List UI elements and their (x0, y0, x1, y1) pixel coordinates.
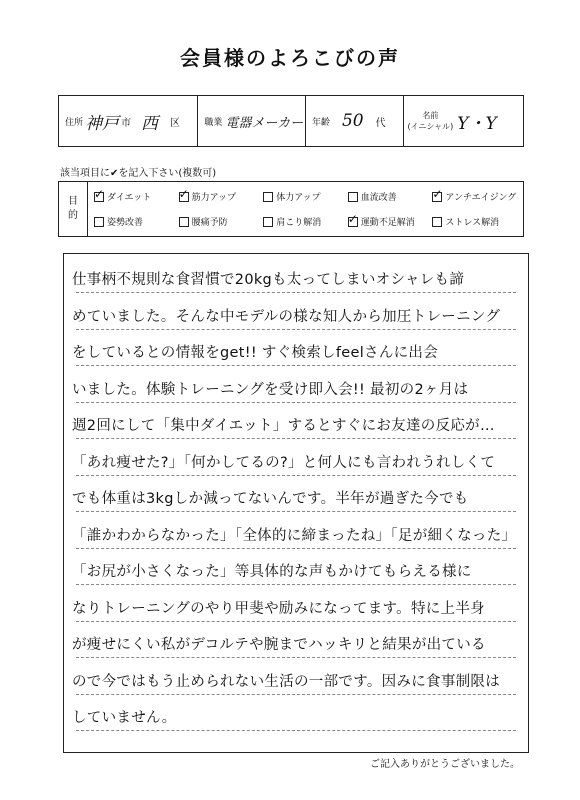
option-stiff-shoulder[interactable]: 肩こり解消 (263, 215, 348, 228)
address-ward-value: 西 (141, 113, 159, 134)
testimonial-line: 仕事柄不規則な食習慣で20kgも太ってしまいオシャレも諦 (72, 272, 465, 288)
checkbox-icon (179, 217, 189, 227)
option-stamina[interactable]: 体力アップ (263, 190, 348, 203)
ruled-line (76, 548, 516, 550)
testimonial-line: めていました。そんな中モデルの様な知人から加圧トレーニング (72, 308, 501, 325)
checkbox-icon (179, 192, 189, 202)
age-unit: 代 (375, 117, 386, 129)
purpose-options (88, 182, 523, 236)
ruled-line (76, 657, 516, 659)
checkbox-icon (348, 192, 358, 202)
ruled-line (76, 730, 516, 732)
name-label: 名前 (422, 111, 439, 120)
ruled-line (76, 292, 516, 294)
testimonial-line: 「誰かわからなかった」「全体的に締まったね」「足が細くなった」 (72, 527, 517, 544)
job-label: 職業 (204, 117, 223, 128)
testimonial-line: 「あれ痩せた?」「何かしてるの?」と何人にも言われうれしくて (72, 454, 496, 471)
checkbox-icon (348, 217, 358, 227)
checkbox-icon (94, 217, 104, 227)
job-value: 電器メーカー (225, 115, 304, 131)
ruled-line (76, 621, 516, 623)
age-cell (306, 96, 404, 146)
address-cell (59, 96, 198, 146)
testimonial-line: をしているとの情報をget!! すぐ検索しfeelさんに出会 (72, 345, 439, 361)
name-sub-label: (イニシャル) (407, 122, 454, 131)
testimonial-line: していません。 (72, 710, 177, 726)
testimonial-line: が痩せにくい私がデコルテや腕までハッキリと結果が出ている (72, 637, 486, 653)
info-table (58, 95, 524, 147)
testimonial-line: 「お尻が小さくなった」等具体的な声もかけてもらえる様に (72, 564, 472, 580)
option-exercise[interactable]: ✓ 運動不足解消 (348, 215, 433, 228)
name-cell (404, 96, 523, 146)
thanks-text: ご記入ありがとうございました。 (370, 759, 520, 770)
checkbox-icon (432, 217, 442, 227)
address-label: 住所 (65, 117, 84, 128)
option-back-pain[interactable]: 腰痛予防 (179, 215, 264, 228)
purpose-label: 目 的 (59, 182, 88, 236)
testimonial-line: ので今ではもう止められない生活の一部です。因みに食事制限は (72, 673, 501, 690)
checkbox-icon (263, 192, 273, 202)
option-anti-aging[interactable]: ✓ アンチエイジング (432, 190, 517, 203)
checkbox-icon (432, 192, 442, 202)
ruled-line (76, 694, 516, 696)
ruled-line (76, 584, 516, 586)
testimonial-line: なりトレーニングのやり甲斐や励みになってます。特に上半身 (72, 600, 485, 617)
name-label-group (408, 110, 454, 132)
testimonial-box (63, 253, 529, 753)
purpose-table (58, 181, 524, 237)
testimonial-line: いました。体験トレーニングを受け即入会!! 最初の2ヶ月は (72, 381, 469, 398)
job-cell (198, 96, 306, 146)
instruction-text: 該当項目に✔を記入下さい(複数可) (60, 168, 217, 179)
testimonial-line: でも体重は3kgしか減ってないんです。半年が過ぎた今でも (72, 491, 469, 507)
ruled-line (76, 438, 516, 440)
checkbox-icon (263, 217, 273, 227)
page-title: 会員様のよろこびの声 (180, 46, 400, 70)
address-ward-unit: 区 (170, 117, 181, 129)
age-label: 年齢 (311, 117, 330, 128)
testimonial-line: 週2回にして「集中ダイエット」するとすぐにお友達の反応が… (72, 418, 495, 434)
ruled-line (76, 402, 516, 404)
option-circulation[interactable]: 血流改善 (348, 190, 433, 203)
ruled-line (76, 329, 516, 331)
option-strength[interactable]: ✓ 筋力アップ (179, 190, 264, 203)
ruled-line (76, 365, 516, 367)
option-diet[interactable]: ✓ ダイエット (94, 190, 179, 203)
option-posture[interactable]: 姿勢改善 (94, 215, 179, 228)
ruled-line (76, 511, 516, 513)
address-city-value: 神戸 (85, 113, 120, 134)
name-value: Y・Y (457, 113, 497, 134)
option-stress[interactable]: ストレス解消 (432, 215, 517, 228)
ruled-line (76, 475, 516, 477)
age-value: 50 (341, 111, 364, 131)
checkbox-icon (94, 192, 104, 202)
address-city-unit: 市 (121, 117, 132, 129)
